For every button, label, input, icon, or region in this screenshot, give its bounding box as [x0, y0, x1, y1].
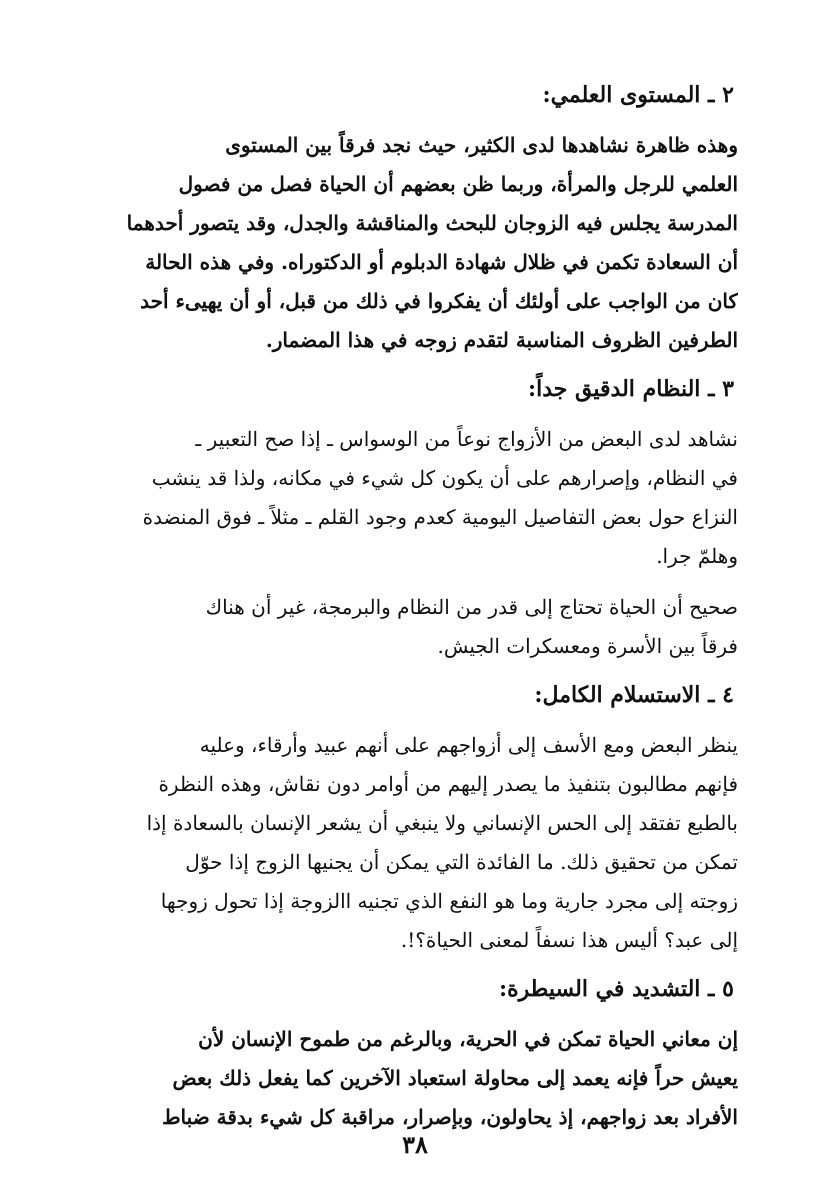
text-line: ينظر البعض ومع الأسف إلى أزواجهم على أنهم عبيد وأرقاء، وعليه — [199, 733, 738, 757]
text-line: النزاع حول بعض التفاصيل اليومية كعدم وجود القلم ـ مثلاً ـ فوق المنضدة — [142, 505, 738, 529]
text-line: الأفراد بعد زواجهم، إذ يحاولون، وبإصرار، مراقبة كل شيء بدقة ضباط — [162, 1105, 738, 1129]
text-line: زوجته إلى مجرد جارية وما هو النفع الذي تجنيه االزوجة إذا تحول زوجها — [160, 889, 738, 913]
section-heading: ٢ ـ المستوى العلمي: — [542, 82, 734, 108]
text-line: يعيش حراً فإنه يعمد إلى محاولة استعباد الآخرين كما يفعل ذلك بعض — [172, 1066, 738, 1090]
page-content — [88, 78, 738, 1149]
page-number: ٣٨ — [402, 1130, 428, 1159]
text-line: تمكن من تحقيق ذلك. ما الفائدة التي يمكن أن يجنيها الزوج إذا حوّل — [185, 850, 738, 874]
text-line: وهذه ظاهرة نشاهدها لدى الكثير، حيث نجد فرقاً بين المستوى — [225, 133, 738, 157]
paragraph — [88, 726, 738, 960]
text-line: فرقاً بين الأسرة ومعسكرات الجيش. — [437, 634, 738, 658]
text-line: كان من الواجب على أولئك أن يفكروا في ذلك من قبل، أو أن يهيىء أحد — [140, 289, 738, 313]
text-line: المدرسة يجلس فيه الزوجان للبحث والمناقشة والجدل، وقد يتصور أحدهما — [126, 211, 738, 235]
text-line: بالطبع تفتقد إلى الحس الإنساني ولا ينبغي أن يشعر الإنسان بالسعادة إذا — [146, 811, 738, 835]
text-line: إن معاني الحياة تمكن في الحرية، وبالرغم من طموح الإنسان لأن — [198, 1027, 738, 1051]
text-line: الطرفين الظروف المناسبة لتقدم زوجه في هذا المضمار. — [265, 328, 738, 352]
paragraph — [88, 1020, 738, 1137]
section-heading: ٥ ـ التشديد في السيطرة: — [499, 976, 734, 1002]
section-heading: ٣ ـ النظام الدقيق جداً: — [528, 376, 734, 402]
text-line: وهلمّ جرا. — [656, 544, 738, 568]
text-line: العلمي للرجل والمرأة، وربما ظن بعضهم أن الحياة فصل من فصول — [178, 172, 738, 196]
text-line: صحيح أن الحياة تحتاج إلى قدر من النظام والبرمجة، غير أن هناك — [205, 595, 738, 619]
text-line: نشاهد لدى البعض من الأزواج نوعاً من الوسواس ـ إذا صح التعبير ـ — [195, 427, 738, 451]
text-line: أن السعادة تكمن في ظلال شهادة الدبلوم أو الدكتوراه. وفي هذه الحالة — [145, 250, 738, 274]
paragraph — [88, 588, 738, 666]
text-line: إلى عبد؟ أليس هذا نسفاً لمعنى الحياة؟!. — [400, 928, 738, 952]
section-heading: ٤ ـ الاستسلام الكامل: — [534, 682, 734, 708]
text-line: فإنهم مطالبون بتنفيذ ما يصدر إليهم من أوامر دون نقاش، وهذه النظرة — [158, 772, 738, 796]
paragraph — [88, 420, 738, 576]
paragraph — [88, 126, 738, 360]
text-line: في النظام، وإصرارهم على أن يكون كل شيء في مكانه، ولذا قد ينشب — [151, 466, 738, 490]
